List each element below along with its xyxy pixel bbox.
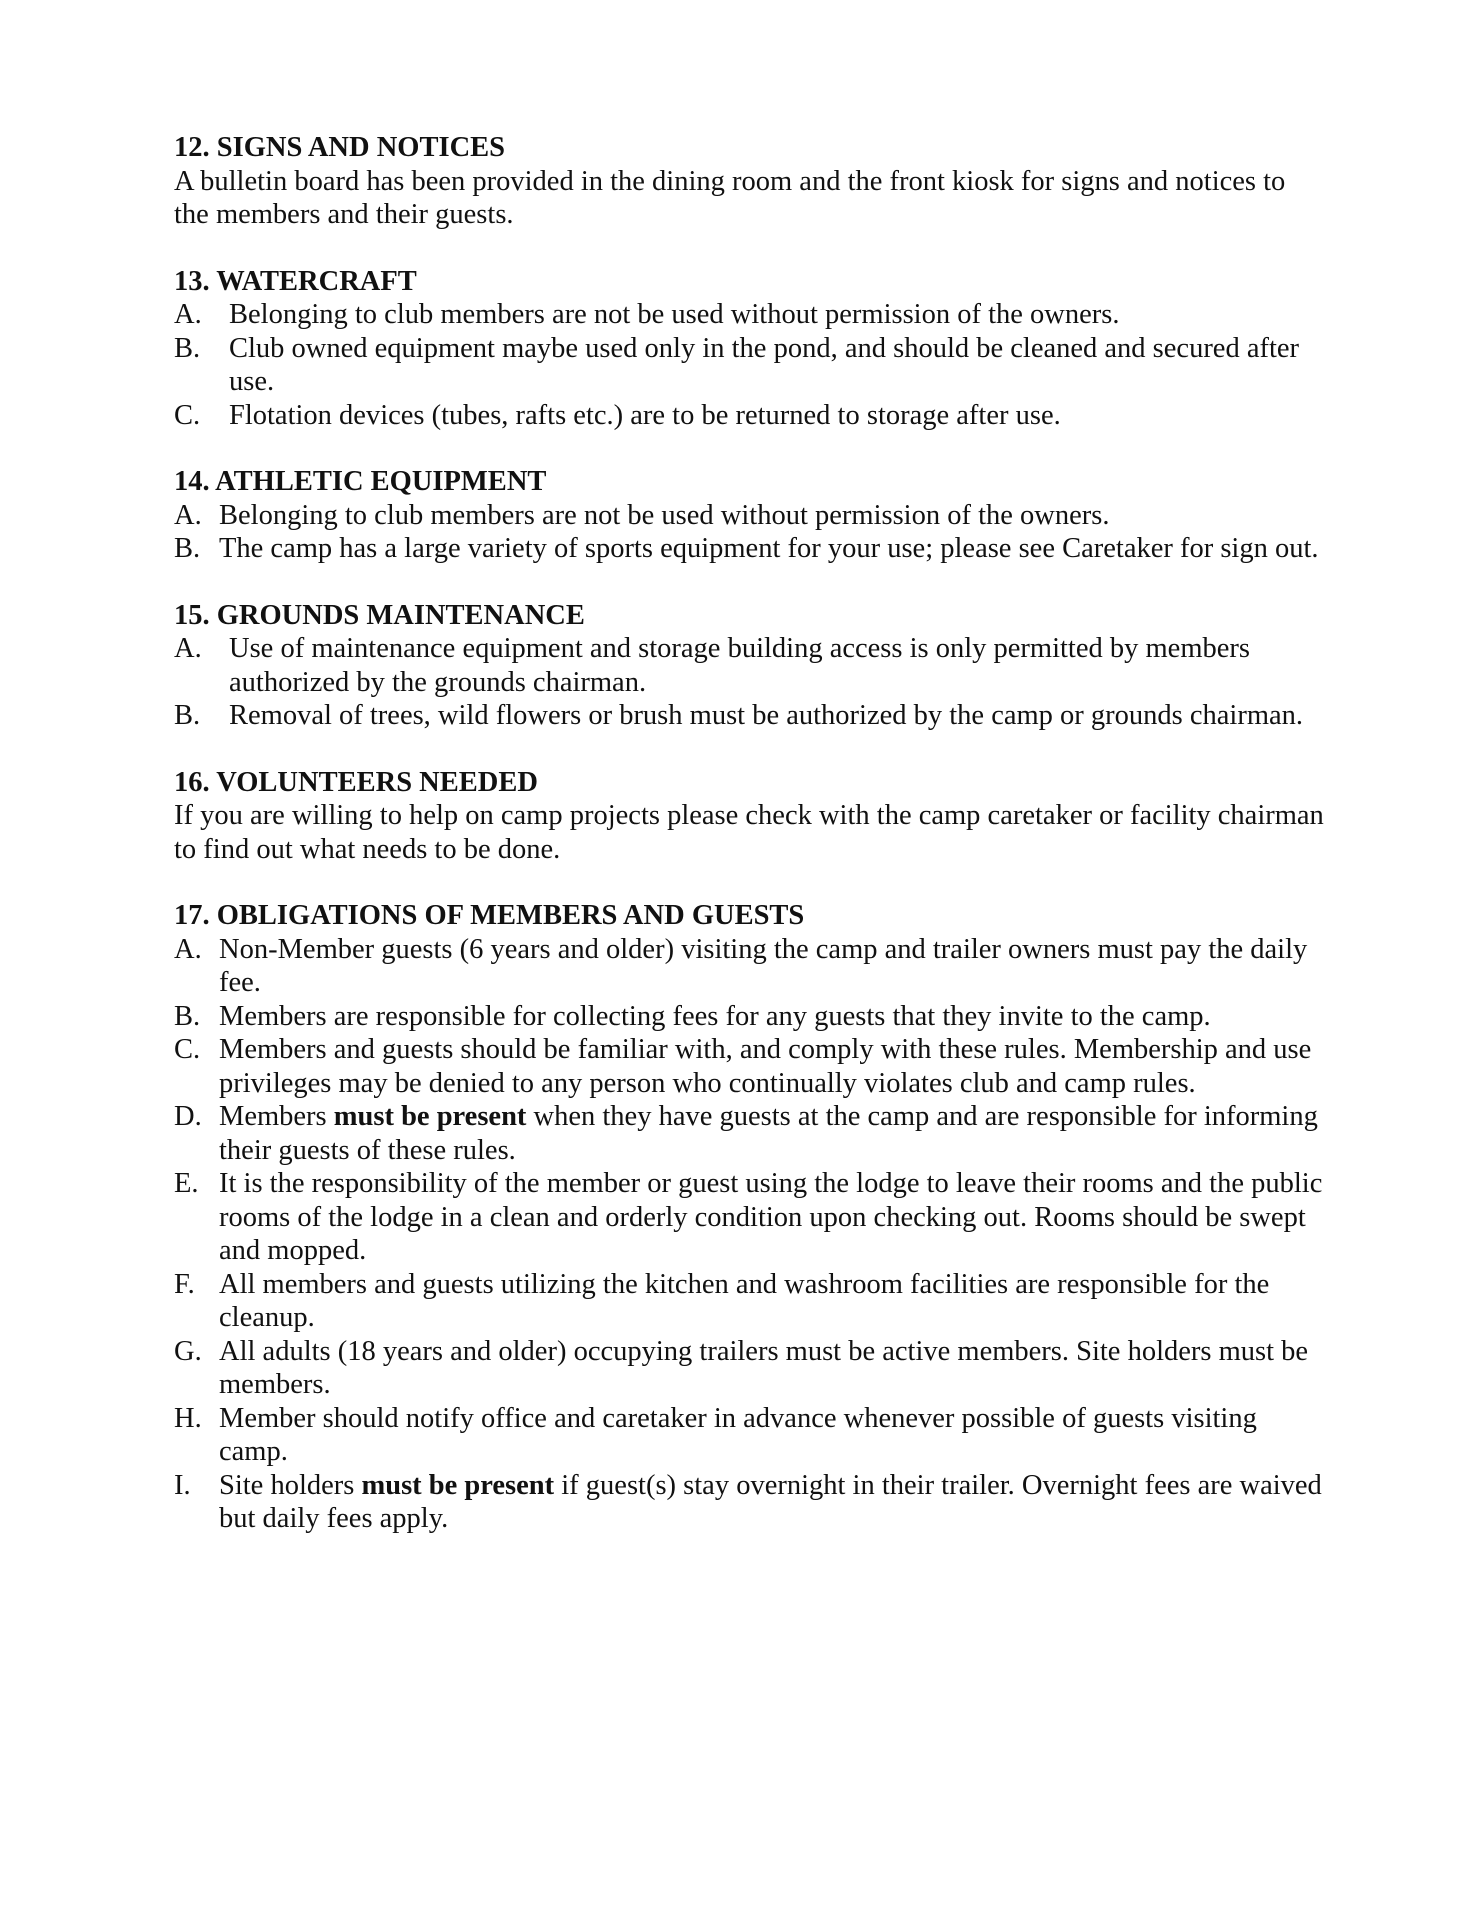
list-item	[174, 632, 1324, 699]
section-signs-and-notices	[174, 131, 1324, 232]
item-text: Flotation devices (tubes, rafts etc.) are to be returned to storage after use.	[229, 399, 1061, 431]
section-heading: 17. OBLIGATIONS OF MEMBERS AND GUESTS	[174, 900, 805, 931]
list-item	[174, 699, 1324, 733]
list-item	[174, 332, 1324, 399]
list-item	[174, 1335, 1324, 1402]
item-text: Club owned equipment maybe used only in the pond, and should be cleaned and secured after use.	[229, 332, 1300, 397]
rule-list	[174, 298, 1324, 432]
section-heading: 15. GROUNDS MAINTENANCE	[174, 599, 585, 631]
section-athletic-equipment	[174, 465, 1324, 566]
section-heading: 14. ATHLETIC EQUIPMENT	[174, 466, 547, 497]
item-emphasis: must be present	[333, 1101, 527, 1132]
item-letter: D.	[174, 1101, 202, 1132]
item-text: Members and guests should be familiar with, and comply with these rules. Membership and use privileges may be denied to any person who continually violates club and camp rules.	[219, 1034, 1312, 1099]
item-letter: F.	[174, 1268, 195, 1300]
item-letter: B.	[174, 700, 201, 731]
item-text: All adults (18 years and older) occupying trailers must be active members. Site holders must be members.	[219, 1335, 1309, 1400]
list-item	[174, 933, 1324, 1000]
item-letter: B.	[174, 1000, 201, 1032]
item-text: Member should notify office and caretaker in advance whenever possible of guests visiting camp.	[219, 1402, 1257, 1467]
item-letter: A.	[174, 633, 202, 664]
list-item	[174, 1000, 1324, 1034]
section-paragraph: A bulletin board has been provided in the dining room and the front kiosk for signs and notices to the members and their guests.	[174, 165, 1286, 230]
item-letter: A.	[174, 499, 202, 531]
list-item	[174, 1100, 1324, 1167]
document-page	[174, 131, 1324, 1569]
rule-list	[174, 499, 1324, 566]
item-letter: B.	[174, 332, 201, 364]
list-item	[174, 1167, 1324, 1268]
item-text: Belonging to club members are not be used without permission of the owners.	[229, 299, 1120, 330]
item-letter: C.	[174, 1034, 201, 1065]
item-text: Use of maintenance equipment and storage building access is only permitted by members authorized by the grounds chairman.	[229, 633, 1250, 698]
item-letter: E.	[174, 1168, 199, 1199]
item-text-before: Members	[219, 1101, 334, 1132]
list-item	[174, 1268, 1324, 1335]
item-text: All members and guests utilizing the kitchen and washroom facilities are responsible for the cleanup.	[219, 1268, 1270, 1333]
section-obligations	[174, 899, 1324, 1536]
list-item	[174, 532, 1324, 566]
section-volunteers-needed	[174, 766, 1324, 867]
section-heading: 13. WATERCRAFT	[174, 265, 417, 297]
list-item	[174, 399, 1324, 433]
item-letter: A.	[174, 933, 202, 965]
item-text: The camp has a large variety of sports equipment for your use; please see Caretaker for sign out.	[219, 533, 1319, 564]
item-text-after: when they have guests at the camp and are responsible for informing their guests of these rules.	[219, 1101, 1318, 1166]
list-item	[174, 499, 1324, 533]
item-text: It is the responsibility of the member or guest using the lodge to leave their rooms and the public rooms of the lodge in a clean and orderly condition upon checking out. Rooms should be swept and mopped.	[219, 1168, 1323, 1266]
item-letter: G.	[174, 1335, 202, 1367]
rule-list	[174, 632, 1324, 733]
list-item	[174, 298, 1324, 332]
item-text: Members are responsible for collecting fees for any guests that they invite to the camp.	[219, 1000, 1211, 1032]
item-text-before: Site holders	[219, 1469, 362, 1501]
item-text: Removal of trees, wild flowers or brush must be authorized by the camp or grounds chairman.	[229, 700, 1304, 731]
item-letter: B.	[174, 533, 201, 564]
list-item	[174, 1402, 1324, 1469]
section-paragraph: If you are willing to help on camp projects please check with the camp caretaker or facility chairman to find out what needs to be done.	[174, 800, 1324, 865]
item-text-after: if guest(s) stay overnight in their trailer. Overnight fees are waived but daily fees apply.	[219, 1469, 1322, 1534]
section-watercraft	[174, 265, 1324, 433]
item-letter: I.	[174, 1469, 191, 1501]
item-letter: C.	[174, 399, 201, 431]
section-heading: 16. VOLUNTEERS NEEDED	[174, 766, 538, 798]
section-grounds-maintenance	[174, 599, 1324, 733]
item-emphasis: must be present	[361, 1469, 555, 1501]
item-text: Belonging to club members are not be used without permission of the owners.	[219, 499, 1110, 531]
item-text: Non-Member guests (6 years and older) visiting the camp and trailer owners must pay the daily fee.	[219, 933, 1308, 998]
rule-list	[174, 933, 1324, 1536]
section-heading: 12. SIGNS AND NOTICES	[174, 132, 506, 163]
item-letter: H.	[174, 1402, 202, 1434]
list-item	[174, 1469, 1324, 1536]
list-item	[174, 1033, 1324, 1100]
item-letter: A.	[174, 299, 202, 330]
